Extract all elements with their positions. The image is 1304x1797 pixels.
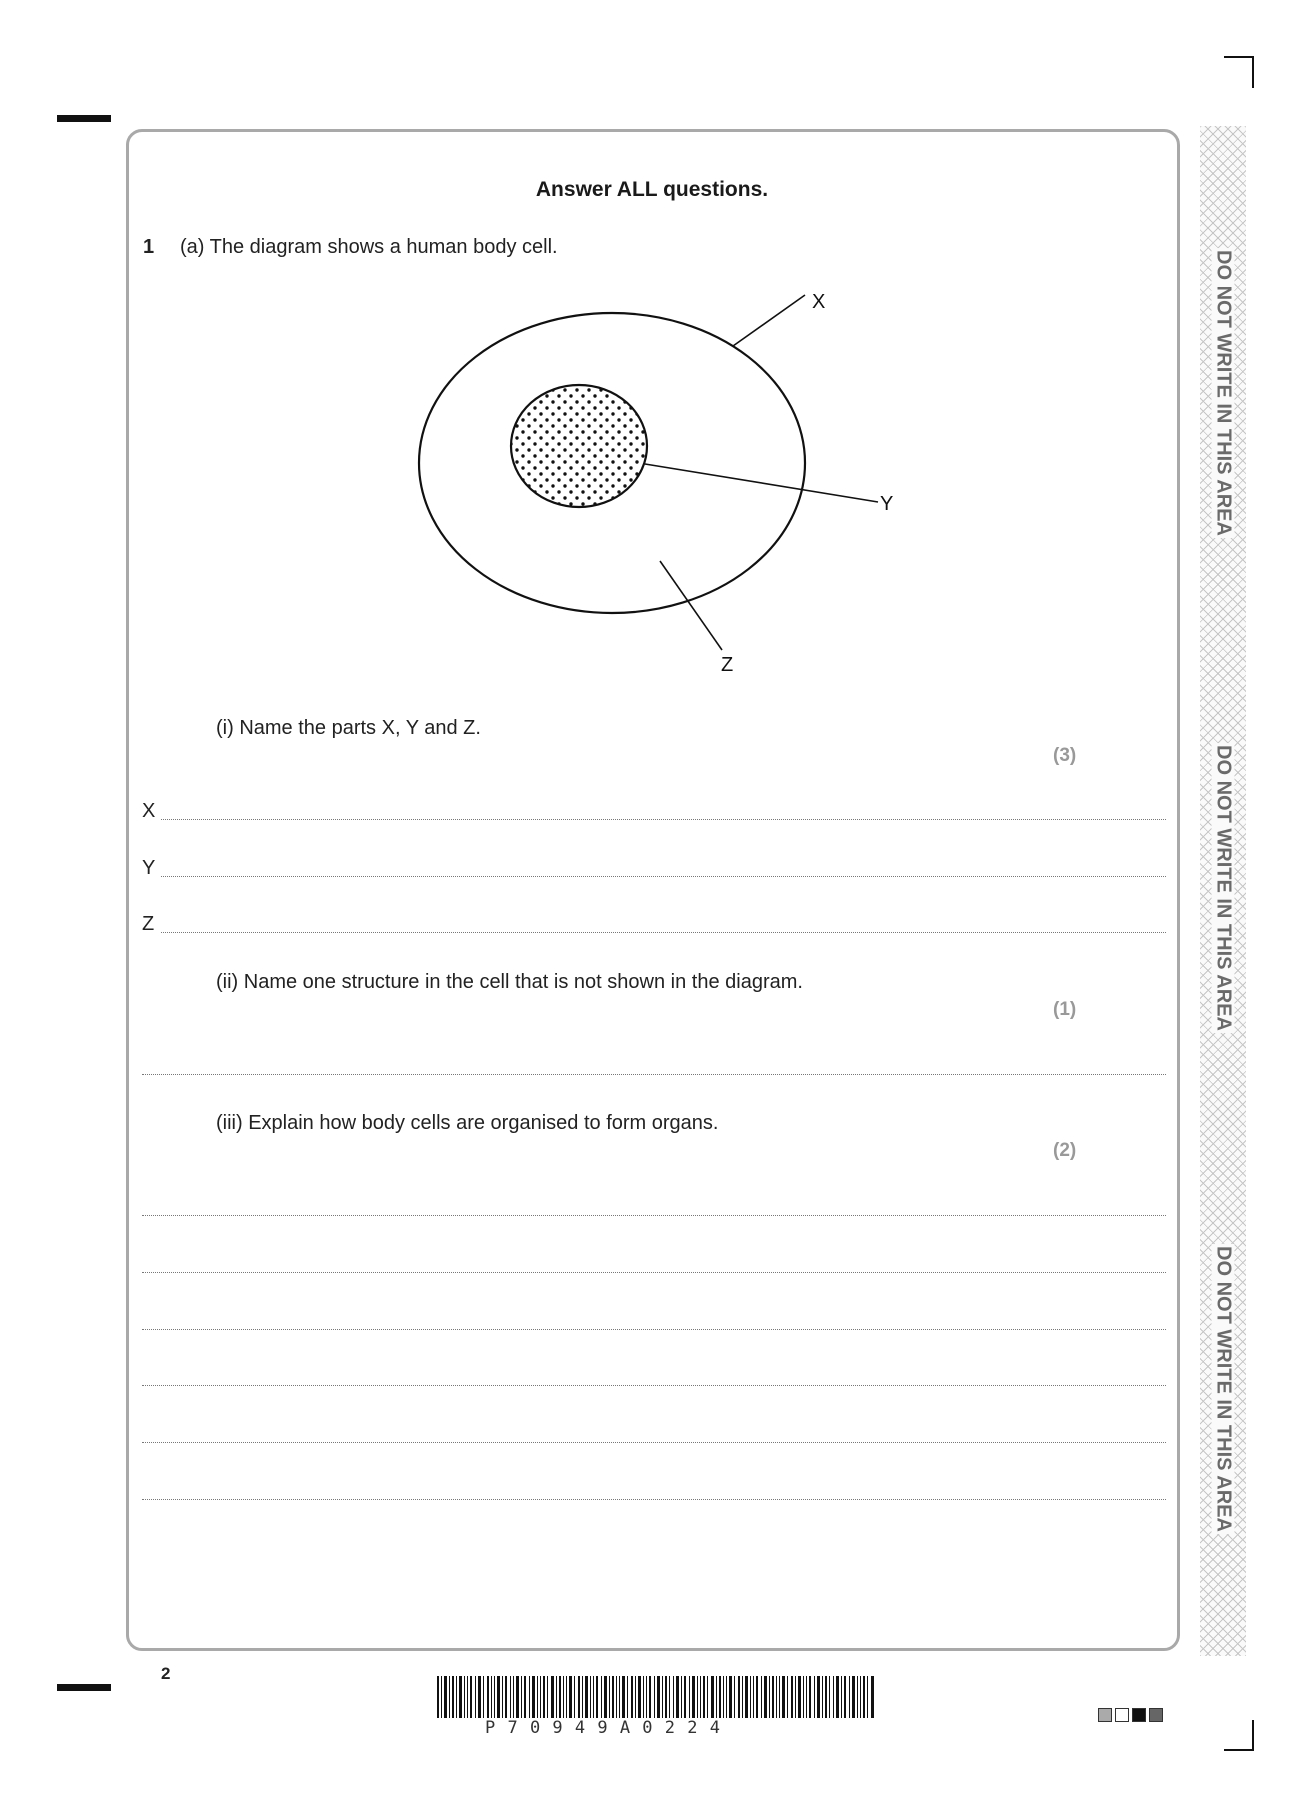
label-line-x bbox=[733, 295, 805, 346]
answer-line-z[interactable] bbox=[161, 932, 1166, 933]
instruction-heading: Answer ALL questions. bbox=[535, 178, 769, 201]
question-1ai-text: (i) Name the parts X, Y and Z. bbox=[216, 717, 481, 739]
answer-line-y[interactable] bbox=[161, 876, 1166, 877]
marks-1aiii: (2) bbox=[1053, 1140, 1077, 1161]
question-number: 1 bbox=[143, 236, 155, 258]
barcode-text: P 7 0 9 4 9 A 0 2 2 4 bbox=[485, 1718, 721, 1738]
page-number: 2 bbox=[161, 1664, 171, 1683]
answer-line-iii-5[interactable] bbox=[142, 1442, 1166, 1443]
page-marker-square-3 bbox=[1132, 1708, 1146, 1722]
answer-label-z: Z bbox=[142, 913, 155, 935]
marks-1aii: (1) bbox=[1053, 999, 1077, 1020]
question-1aiii-text: (iii) Explain how body cells are organised to form organs. bbox=[216, 1112, 719, 1134]
answer-line-x[interactable] bbox=[161, 819, 1166, 820]
crop-mark-top-left bbox=[57, 115, 111, 122]
diagram-label-z: Z bbox=[721, 654, 734, 676]
cell-diagram bbox=[400, 285, 920, 680]
label-line-y bbox=[645, 464, 878, 502]
page-marker-square-4 bbox=[1149, 1708, 1163, 1722]
answer-line-iii-3[interactable] bbox=[142, 1329, 1166, 1330]
answer-label-x: X bbox=[142, 800, 156, 822]
crop-mark-top-right-v bbox=[1252, 56, 1254, 88]
diagram-label-y: Y bbox=[880, 493, 894, 515]
question-1a-text: (a) The diagram shows a human body cell. bbox=[180, 236, 558, 258]
crop-mark-top-right-h bbox=[1224, 56, 1254, 58]
answer-label-y: Y bbox=[142, 857, 156, 879]
crop-mark-bottom-right-v bbox=[1252, 1720, 1254, 1751]
answer-line-iii-2[interactable] bbox=[142, 1272, 1166, 1273]
barcode bbox=[437, 1676, 874, 1718]
question-1aii-text: (ii) Name one structure in the cell that is not shown in the diagram. bbox=[216, 971, 803, 993]
answer-line-ii[interactable] bbox=[142, 1074, 1166, 1075]
page-marker-square-1 bbox=[1098, 1708, 1112, 1722]
answer-line-iii-6[interactable] bbox=[142, 1499, 1166, 1500]
diagram-label-x: X bbox=[812, 291, 826, 313]
answer-line-iii-4[interactable] bbox=[142, 1385, 1166, 1386]
crop-mark-bottom-left bbox=[57, 1684, 111, 1691]
crop-mark-bottom-right-h bbox=[1224, 1749, 1254, 1751]
page-marker-square-2 bbox=[1115, 1708, 1129, 1722]
answer-line-iii-1[interactable] bbox=[142, 1215, 1166, 1216]
marks-1ai: (3) bbox=[1053, 745, 1077, 766]
nucleus bbox=[511, 385, 647, 507]
